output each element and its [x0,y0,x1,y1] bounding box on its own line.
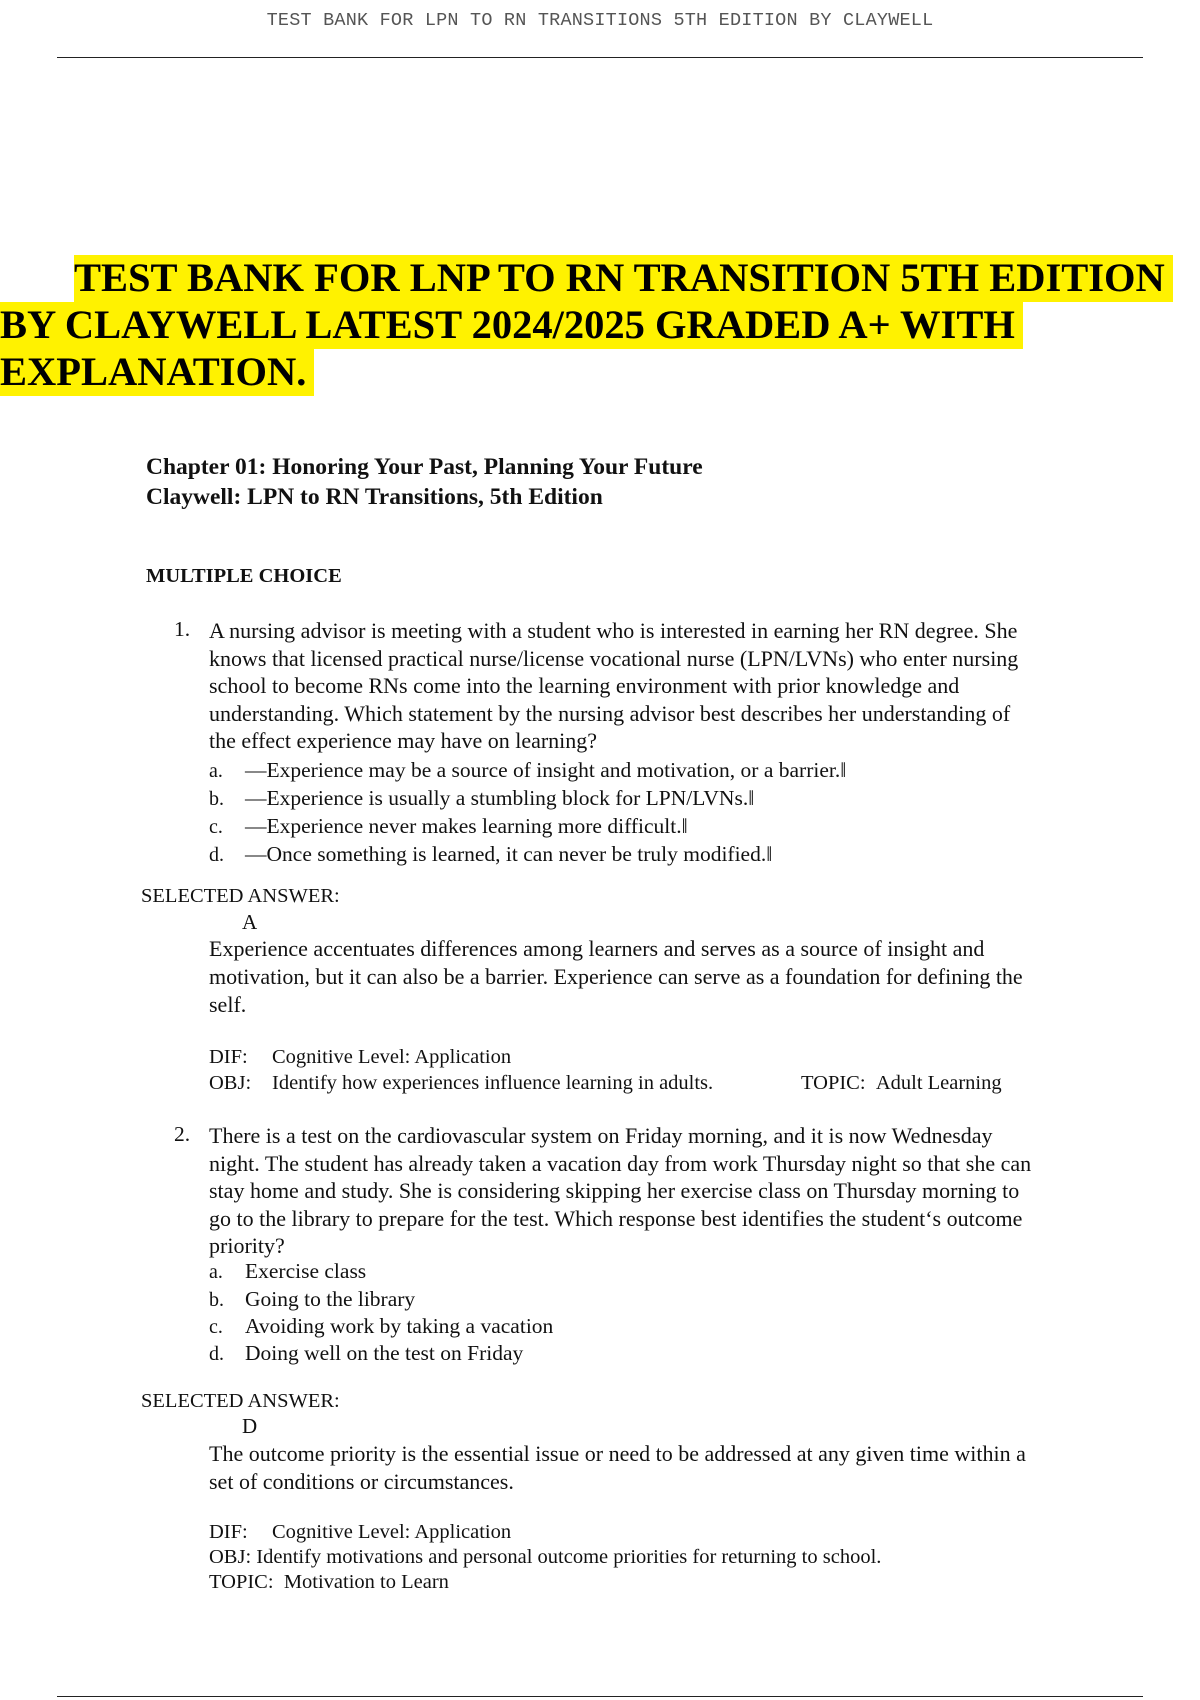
obj-value: Identify motivations and personal outcome priorities for returning to school. [256,1546,882,1568]
option-letter: d. [209,844,224,866]
stem-line: go to the library to prepare for the test. Which response best identifies the student‘s outcome [209,1205,1023,1231]
dif-key: DIF: [209,1521,248,1543]
answer-option-b [209,786,754,811]
option-letter: c. [209,1316,223,1338]
option-letter: c. [209,816,223,838]
topic-line [209,1571,449,1594]
difficulty-line [209,1521,511,1544]
option-text: —Experience may be a source of insight and motivation, or a barrier.‖ [245,758,847,782]
obj-value: Identify how experiences influence learning in adults. [272,1072,714,1094]
topic-value: Motivation to Learn [283,1571,449,1593]
title-highlight-line-2: BY CLAYWELL LATEST 2024/2025 GRADED A+ WITH [0,302,1023,349]
chapter-title: Chapter 01: Honoring Your Past, Planning Your Future [146,454,703,480]
running-header: TEST BANK FOR LPN TO RN TRANSITIONS 5TH EDITION BY CLAYWELL [266,10,934,31]
option-letter: d. [209,1343,224,1365]
stem-line: knows that licensed practical nurse/license vocational nurse (LPN/LVNs) who enter nursing [209,645,1019,671]
stem-line: school to become RNs come into the learning environment with prior knowledge and [209,673,960,698]
book-title: Claywell: LPN to RN Transitions, 5th Edition [146,484,603,510]
stem-line: stay home and study. She is considering skipping her exercise class on Thursday morning to [209,1178,1020,1203]
stem-line: A nursing advisor is meeting with a student who is interested in earning her RN degree. She [209,618,1018,643]
document-title [0,254,1200,395]
footer-rule [57,1696,1143,1697]
rationale-line: Experience accentuates differences among learners and serves as a source of insight and [209,936,985,961]
stem-line: night. The student has already taken a vacation day from work Thursday night so that she can [209,1150,1032,1176]
header-rule [57,57,1143,58]
selected-answer-value: A [242,910,258,934]
option-text: —Once something is learned, it can never be truly modified.‖ [245,842,773,866]
question-stem [209,1122,1119,1260]
topic-inline [801,1072,1002,1095]
option-text: Avoiding work by taking a vacation [245,1314,554,1338]
stem-line: There is a test on the cardiovascular system on Friday morning, and it is now Wednesday [209,1123,993,1148]
obj-key: OBJ: [209,1072,252,1094]
dif-value: Cognitive Level: Application [272,1046,512,1068]
answer-rationale [209,935,1119,1019]
option-text: Doing well on the test on Friday [245,1341,524,1365]
stem-line: the effect experience may have on learning? [209,728,598,753]
option-letter: b. [209,1289,224,1311]
option-text: Going to the library [245,1287,416,1311]
title-highlight-line-1: TEST BANK FOR LNP TO RN TRANSITION 5TH EDITION [74,255,1173,302]
option-letter: b. [209,788,224,810]
answer-option-a [209,1259,366,1284]
topic-key: TOPIC: [209,1571,274,1593]
selected-answer-value: D [242,1414,258,1438]
question-stem [209,617,1119,755]
answer-option-c [209,1314,553,1339]
answer-option-d [209,842,772,867]
chapter-heading [146,452,703,512]
objective-line [209,1072,1159,1095]
selected-answer-label: SELECTED ANSWER: [141,885,340,907]
stem-line: understanding. Which statement by the nursing advisor best describes her understanding of [209,700,1011,726]
option-text: —Experience is usually a stumbling block for LPN/LVNs.‖ [245,786,755,810]
rationale-line: self. [209,992,247,1017]
dif-value: Cognitive Level: Application [272,1521,512,1543]
obj-key: OBJ: [209,1546,252,1568]
rationale-line: The outcome priority is the essential issue or need to be addressed at any given time within a [209,1441,1026,1466]
question-number: 2. [174,1122,191,1146]
objective-line [209,1546,881,1569]
selected-answer-label: SELECTED ANSWER: [141,1390,340,1412]
title-highlight-line-3: EXPLANATION. [0,349,314,396]
stem-line: priority? [209,1233,285,1258]
answer-option-a [209,758,846,783]
answer-option-d [209,1341,523,1366]
option-text: Exercise class [245,1259,367,1283]
rationale-line: set of conditions or circumstances. [209,1469,514,1494]
difficulty-line [209,1046,511,1069]
section-heading: MULTIPLE CHOICE [146,565,342,587]
option-letter: a. [209,1261,223,1283]
topic-key: TOPIC: [801,1072,866,1094]
answer-rationale [209,1440,1119,1496]
question-number: 1. [174,617,191,641]
answer-option-b [209,1287,415,1312]
topic-value: Adult Learning [875,1072,1002,1094]
rationale-line: motivation, but it can also be a barrier. Experience can serve as a foundation for defining the [209,964,1023,989]
option-letter: a. [209,760,223,782]
dif-key: DIF: [209,1046,248,1068]
answer-option-c [209,814,688,839]
option-text: —Experience never makes learning more difficult.‖ [245,814,688,838]
